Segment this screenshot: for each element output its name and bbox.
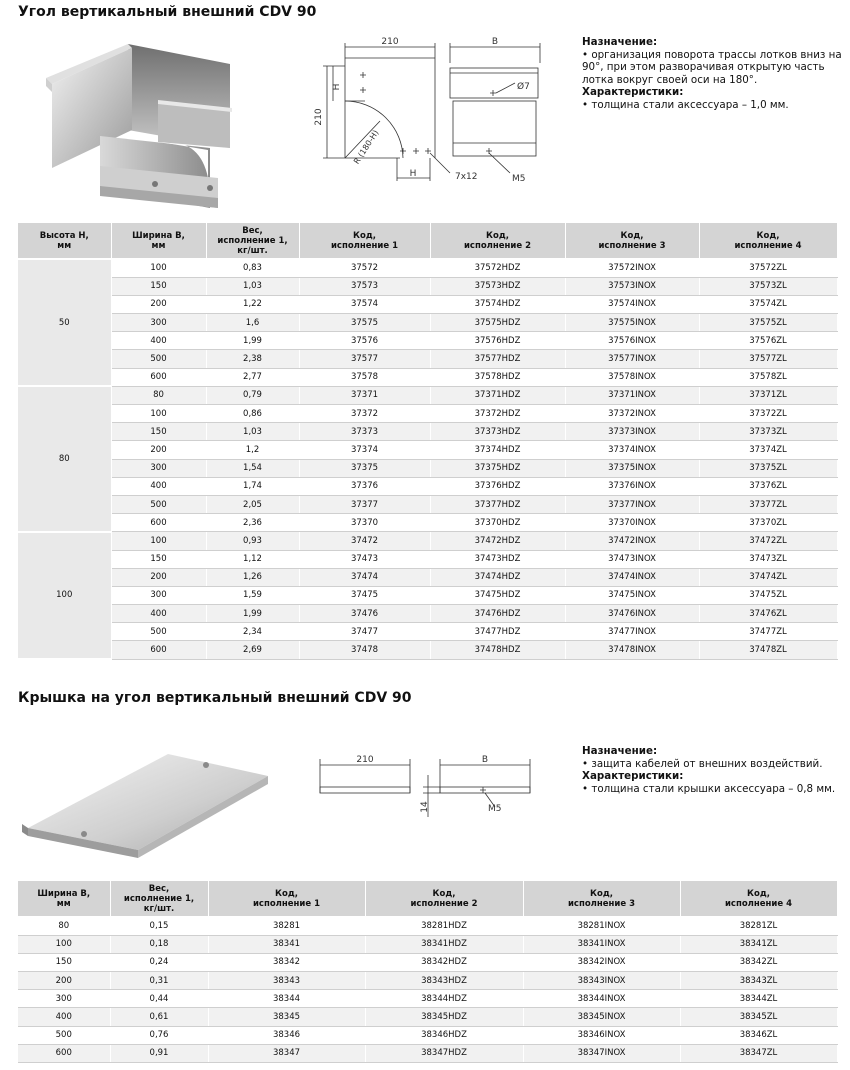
table-cell: 150 (111, 277, 206, 295)
column-header-line: мм (151, 240, 166, 251)
column-header-line: исполнение 4 (734, 240, 802, 251)
table-row (18, 295, 837, 313)
table-cell: 38341ZL (680, 935, 837, 953)
column-header-line: Код, (432, 888, 456, 899)
table-cell: 2,38 (206, 350, 299, 368)
table-cell: 37476ZL (699, 605, 837, 623)
table-cell: 37472 (299, 532, 430, 550)
table-cell: 0,79 (206, 386, 299, 404)
table-cell: 38341HDZ (365, 935, 523, 953)
column-header-line: Код, (590, 888, 613, 899)
table-cell: 37370HDZ (430, 514, 565, 532)
column-header-line: Высота H, (39, 230, 89, 241)
table-cell: 37370INOX (565, 514, 699, 532)
column-header (430, 223, 565, 259)
table-cell: 37576HDZ (430, 332, 565, 350)
table-cell: 37376HDZ (430, 477, 565, 495)
technical-drawing-angle (305, 33, 550, 188)
table-cell: 38347ZL (680, 1044, 837, 1062)
table-cell: 38347INOX (523, 1044, 680, 1062)
table-cell: 37475ZL (699, 586, 837, 604)
table-cell: 37575HDZ (430, 314, 565, 332)
column-header (111, 223, 206, 259)
table-cell: 37573ZL (699, 277, 837, 295)
table-cell: 38347 (208, 1044, 365, 1062)
table-cell: 38343ZL (680, 972, 837, 990)
table-row (18, 423, 837, 441)
table-cell: 37474ZL (699, 568, 837, 586)
column-header-line: исполнение 1, (217, 235, 288, 246)
angle-spec-table (18, 223, 838, 660)
table-cell: 37376INOX (565, 477, 699, 495)
table-cell: 37474INOX (565, 568, 699, 586)
dim-h-bottom: H (409, 169, 417, 179)
table-row (18, 495, 837, 513)
table-cell: 0,91 (110, 1044, 208, 1062)
column-header (680, 881, 837, 917)
table-cell: 37478HDZ (430, 641, 565, 659)
table-cell: 37374INOX (565, 441, 699, 459)
table-cell: 200 (111, 568, 206, 586)
table-cell: 37377 (299, 495, 430, 513)
table-cell: 38344ZL (680, 990, 837, 1008)
table-cell: 38345ZL (680, 1008, 837, 1026)
table-cell: 100 (111, 405, 206, 423)
column-header-line: исполнение 2 (410, 898, 478, 909)
table-cell: 38346ZL (680, 1026, 837, 1044)
table-cell: 37572INOX (565, 259, 699, 277)
table-cell: 0,15 (110, 917, 208, 935)
table-cell: 38343INOX (523, 972, 680, 990)
column-header-line: исполнение 1 (252, 898, 321, 909)
table-cell: 300 (111, 314, 206, 332)
table-cell: 100 (111, 532, 206, 550)
table-cell: 2,05 (206, 495, 299, 513)
table-cell: 37472INOX (565, 532, 699, 550)
column-header-line: исполнение 3 (567, 898, 636, 909)
table-cell: 200 (111, 295, 206, 313)
table-cell: 1,99 (206, 605, 299, 623)
table-cell: 37575INOX (565, 314, 699, 332)
table-cell: 150 (111, 550, 206, 568)
section2-description (582, 745, 844, 795)
table-cell: 38343HDZ (365, 972, 523, 990)
table-cell: 38346 (208, 1026, 365, 1044)
column-header-line: кг/шт. (237, 245, 268, 256)
table-cell: 1,22 (206, 295, 299, 313)
table-cell: 37373 (299, 423, 430, 441)
table-cell: 37476 (299, 605, 430, 623)
table-row (18, 259, 837, 277)
table-cell: 38344HDZ (365, 990, 523, 1008)
column-header (206, 223, 299, 259)
table-cell: 38341 (208, 935, 365, 953)
dim-m5: M5 (512, 174, 526, 184)
table-cell: 0,93 (206, 532, 299, 550)
table-cell: 200 (18, 972, 110, 990)
dim-210-top: 210 (381, 37, 399, 47)
characteristics-heading: Характеристики: (582, 770, 684, 783)
table-cell: 400 (111, 332, 206, 350)
column-header (18, 881, 110, 917)
table-cell: 100 (111, 259, 206, 277)
table-cell: 0,44 (110, 990, 208, 1008)
table-row (18, 405, 837, 423)
table-cell: 37477INOX (565, 623, 699, 641)
table-cell: 38342HDZ (365, 953, 523, 971)
table-cell: 300 (111, 586, 206, 604)
table-cell: 2,36 (206, 514, 299, 532)
table-cell: 500 (111, 623, 206, 641)
table-cell: 37572 (299, 259, 430, 277)
table-cell: 37473INOX (565, 550, 699, 568)
table-cell: 500 (111, 350, 206, 368)
column-header-line: мм (56, 898, 71, 909)
column-header (523, 881, 680, 917)
table-cell: 400 (111, 605, 206, 623)
table-cell: 0,76 (110, 1026, 208, 1044)
table-cell: 37372 (299, 405, 430, 423)
table-cell: 150 (111, 423, 206, 441)
height-cell: 50 (18, 259, 111, 386)
column-header (365, 881, 523, 917)
table-cell: 2,77 (206, 368, 299, 386)
table-cell: 38341INOX (523, 935, 680, 953)
table-row (18, 368, 837, 386)
table-cell: 37574HDZ (430, 295, 565, 313)
table-cell: 1,59 (206, 586, 299, 604)
column-header-line: исполнение 2 (463, 240, 532, 251)
table-cell: 37574 (299, 295, 430, 313)
table-cell: 37372INOX (565, 405, 699, 423)
table-cell: 37473 (299, 550, 430, 568)
table-cell: 37375ZL (699, 459, 837, 477)
purpose-heading: Назначение: (582, 745, 658, 757)
table-cell: 37374ZL (699, 441, 837, 459)
dim-210-side: 210 (314, 108, 324, 126)
table-cell: 38342INOX (523, 953, 680, 971)
table-cell: 38345 (208, 1008, 365, 1026)
table-cell: 37372HDZ (430, 405, 565, 423)
table-cell: 37576INOX (565, 332, 699, 350)
column-header (299, 223, 430, 259)
table-cell: 37573INOX (565, 277, 699, 295)
table-cell: 37376ZL (699, 477, 837, 495)
table-cell: 37371ZL (699, 386, 837, 404)
table-cell: 37577HDZ (430, 350, 565, 368)
table-cell: 37578HDZ (430, 368, 565, 386)
table-cell: 37371HDZ (430, 386, 565, 404)
table-cell: 37575ZL (699, 314, 837, 332)
table-cell: 37474HDZ (430, 568, 565, 586)
column-header-line: Ширина B, (37, 888, 91, 899)
section1-description (582, 36, 844, 112)
table-cell: 1,74 (206, 477, 299, 495)
characteristics-text: • толщина стали аксессуара – 1,0 мм. (582, 98, 789, 111)
table-cell: 37370ZL (699, 514, 837, 532)
table-cell: 38346HDZ (365, 1026, 523, 1044)
table-cell: 37475INOX (565, 586, 699, 604)
section2-title: Крышка на угол вертикальный внешний CDV 90 (18, 690, 412, 706)
purpose-heading: Назначение: (582, 36, 658, 48)
column-header-line: исполнение 3 (598, 240, 666, 251)
column-header-line: мм (57, 240, 72, 251)
column-header (208, 881, 365, 917)
table-row (18, 935, 837, 953)
table-row (18, 386, 837, 404)
cover-dim-b: B (481, 755, 489, 765)
table-row (18, 972, 837, 990)
table-row (18, 441, 837, 459)
table-row (18, 1044, 837, 1062)
table-cell: 400 (18, 1008, 110, 1026)
table-row (18, 641, 837, 659)
table-cell: 38281 (208, 917, 365, 935)
table-cell: 37472HDZ (430, 532, 565, 550)
purpose-text: • организация поворота трассы лотков вниз на 90°, при этом разворачивая открытую часть лотка вокруг своей оси на 180°. (582, 48, 842, 86)
table-cell: 37478 (299, 641, 430, 659)
table-cell: 37370 (299, 514, 430, 532)
table-row (18, 532, 837, 550)
product-photo-cover (18, 748, 278, 863)
table-cell: 37475 (299, 586, 430, 604)
dim-7x12: 7x12 (455, 172, 478, 182)
table-cell: 37578ZL (699, 368, 837, 386)
characteristics-text: • толщина стали крышки аксессуара – 0,8 мм. (582, 782, 836, 795)
table-cell: 37574INOX (565, 295, 699, 313)
table-cell: 37373INOX (565, 423, 699, 441)
table-cell: 37373HDZ (430, 423, 565, 441)
dim-b: B (491, 37, 499, 47)
table-cell: 37372ZL (699, 405, 837, 423)
table-cell: 37476HDZ (430, 605, 565, 623)
table-row (18, 917, 837, 935)
table-cell: 37377HDZ (430, 495, 565, 513)
table-cell: 37576ZL (699, 332, 837, 350)
column-header-line: Код, (756, 230, 780, 241)
table-cell: 38345INOX (523, 1008, 680, 1026)
column-header-line: кг/шт. (143, 903, 175, 914)
table-row (18, 332, 837, 350)
table-cell: 600 (111, 641, 206, 659)
table-cell: 37575 (299, 314, 430, 332)
table-cell: 37572HDZ (430, 259, 565, 277)
section1-title: Угол вертикальный внешний CDV 90 (18, 4, 317, 20)
table-cell: 0,61 (110, 1008, 208, 1026)
table-cell: 37477 (299, 623, 430, 641)
table-cell: 500 (111, 495, 206, 513)
table-cell: 300 (18, 990, 110, 1008)
table-cell: 1,03 (206, 423, 299, 441)
table-row (18, 990, 837, 1008)
table-cell: 38343 (208, 972, 365, 990)
column-header-line: Вес, (148, 883, 170, 894)
table-cell: 38345HDZ (365, 1008, 523, 1026)
table-cell: 38281ZL (680, 917, 837, 935)
table-cell: 0,31 (110, 972, 208, 990)
column-header-line: Код, (747, 888, 770, 899)
cover-dim-m5: M5 (488, 804, 502, 814)
table-cell: 1,6 (206, 314, 299, 332)
column-header-line: исполнение 1, (123, 893, 195, 904)
table-cell: 37374 (299, 441, 430, 459)
table-cell: 37573HDZ (430, 277, 565, 295)
table-cell: 150 (18, 953, 110, 971)
table-cell: 1,26 (206, 568, 299, 586)
column-header-line: Код, (486, 230, 509, 241)
table-cell: 37478INOX (565, 641, 699, 659)
table-cell: 0,24 (110, 953, 208, 971)
column-header-line: Ширина B, (132, 230, 185, 241)
column-header-line: Вес, (242, 225, 263, 236)
dim-diameter-7: Ø7 (517, 82, 530, 92)
table-cell: 500 (18, 1026, 110, 1044)
column-header (18, 223, 111, 259)
column-header (110, 881, 208, 917)
table-cell: 37572ZL (699, 259, 837, 277)
column-header-line: Код, (620, 230, 644, 241)
table-cell: 37473HDZ (430, 550, 565, 568)
table-cell: 37478ZL (699, 641, 837, 659)
table-cell: 37374HDZ (430, 441, 565, 459)
technical-drawing-cover (315, 745, 540, 820)
table-cell: 38342 (208, 953, 365, 971)
table-cell: 0,83 (206, 259, 299, 277)
table-cell: 37474 (299, 568, 430, 586)
table-cell: 37472ZL (699, 532, 837, 550)
table-cell: 37476INOX (565, 605, 699, 623)
table-row (18, 1008, 837, 1026)
table-cell: 2,69 (206, 641, 299, 659)
table-cell: 37578 (299, 368, 430, 386)
table-row (18, 477, 837, 495)
table-row (18, 550, 837, 568)
table-cell: 37477HDZ (430, 623, 565, 641)
column-header-line: Код, (353, 230, 376, 241)
table-cell: 38281HDZ (365, 917, 523, 935)
table-cell: 37577INOX (565, 350, 699, 368)
table-row (18, 953, 837, 971)
column-header (565, 223, 699, 259)
table-cell: 1,99 (206, 332, 299, 350)
table-row (18, 459, 837, 477)
table-cell: 38347HDZ (365, 1044, 523, 1062)
height-cell: 80 (18, 386, 111, 532)
table-cell: 200 (111, 441, 206, 459)
table-cell: 80 (111, 386, 206, 404)
table-cell: 37573 (299, 277, 430, 295)
table-cell: 38281INOX (523, 917, 680, 935)
table-cell: 37371 (299, 386, 430, 404)
characteristics-heading: Характеристики: (582, 86, 684, 99)
cover-spec-table (18, 881, 838, 1063)
table-cell: 37375INOX (565, 459, 699, 477)
table-cell: 600 (111, 368, 206, 386)
table-cell: 600 (18, 1044, 110, 1062)
product-photo-angle (40, 38, 240, 213)
table-cell: 1,12 (206, 550, 299, 568)
dim-radius: R (180-H) (352, 128, 381, 166)
table-cell: 300 (111, 459, 206, 477)
table-cell: 1,03 (206, 277, 299, 295)
table-cell: 38342ZL (680, 953, 837, 971)
purpose-text: • защита кабелей от внешних воздействий. (582, 757, 823, 770)
table-cell: 2,34 (206, 623, 299, 641)
table-cell: 100 (18, 935, 110, 953)
table-row (18, 314, 837, 332)
table-cell: 37477ZL (699, 623, 837, 641)
table-cell: 37375 (299, 459, 430, 477)
table-cell: 37576 (299, 332, 430, 350)
table-cell: 38346INOX (523, 1026, 680, 1044)
table-cell: 80 (18, 917, 110, 935)
table-row (18, 586, 837, 604)
table-cell: 0,86 (206, 405, 299, 423)
table-row (18, 623, 837, 641)
table-cell: 37377ZL (699, 495, 837, 513)
cover-dim-210: 210 (356, 755, 374, 765)
table-cell: 600 (111, 514, 206, 532)
table-cell: 37376 (299, 477, 430, 495)
dim-h-top: H (332, 83, 342, 91)
table-cell: 37377INOX (565, 495, 699, 513)
column-header (699, 223, 837, 259)
height-cell: 100 (18, 532, 111, 659)
table-cell: 0,18 (110, 935, 208, 953)
table-cell: 37577ZL (699, 350, 837, 368)
table-cell: 37373ZL (699, 423, 837, 441)
table-cell: 37371INOX (565, 386, 699, 404)
table-cell: 400 (111, 477, 206, 495)
table-cell: 37574ZL (699, 295, 837, 313)
table-cell: 37475HDZ (430, 586, 565, 604)
column-header-line: исполнение 4 (724, 898, 793, 909)
table-cell: 1,54 (206, 459, 299, 477)
table-cell: 37375HDZ (430, 459, 565, 477)
table-cell: 37577 (299, 350, 430, 368)
table-row (18, 1026, 837, 1044)
column-header-line: Код, (275, 888, 298, 899)
table-cell: 38344 (208, 990, 365, 1008)
table-row (18, 605, 837, 623)
table-cell: 37473ZL (699, 550, 837, 568)
table-row (18, 277, 837, 295)
table-row (18, 350, 837, 368)
table-cell: 37578INOX (565, 368, 699, 386)
table-cell: 38344INOX (523, 990, 680, 1008)
table-cell: 1,2 (206, 441, 299, 459)
table-row (18, 514, 837, 532)
table-row (18, 568, 837, 586)
column-header-line: исполнение 1 (330, 240, 399, 251)
cover-dim-14: 14 (420, 801, 430, 813)
